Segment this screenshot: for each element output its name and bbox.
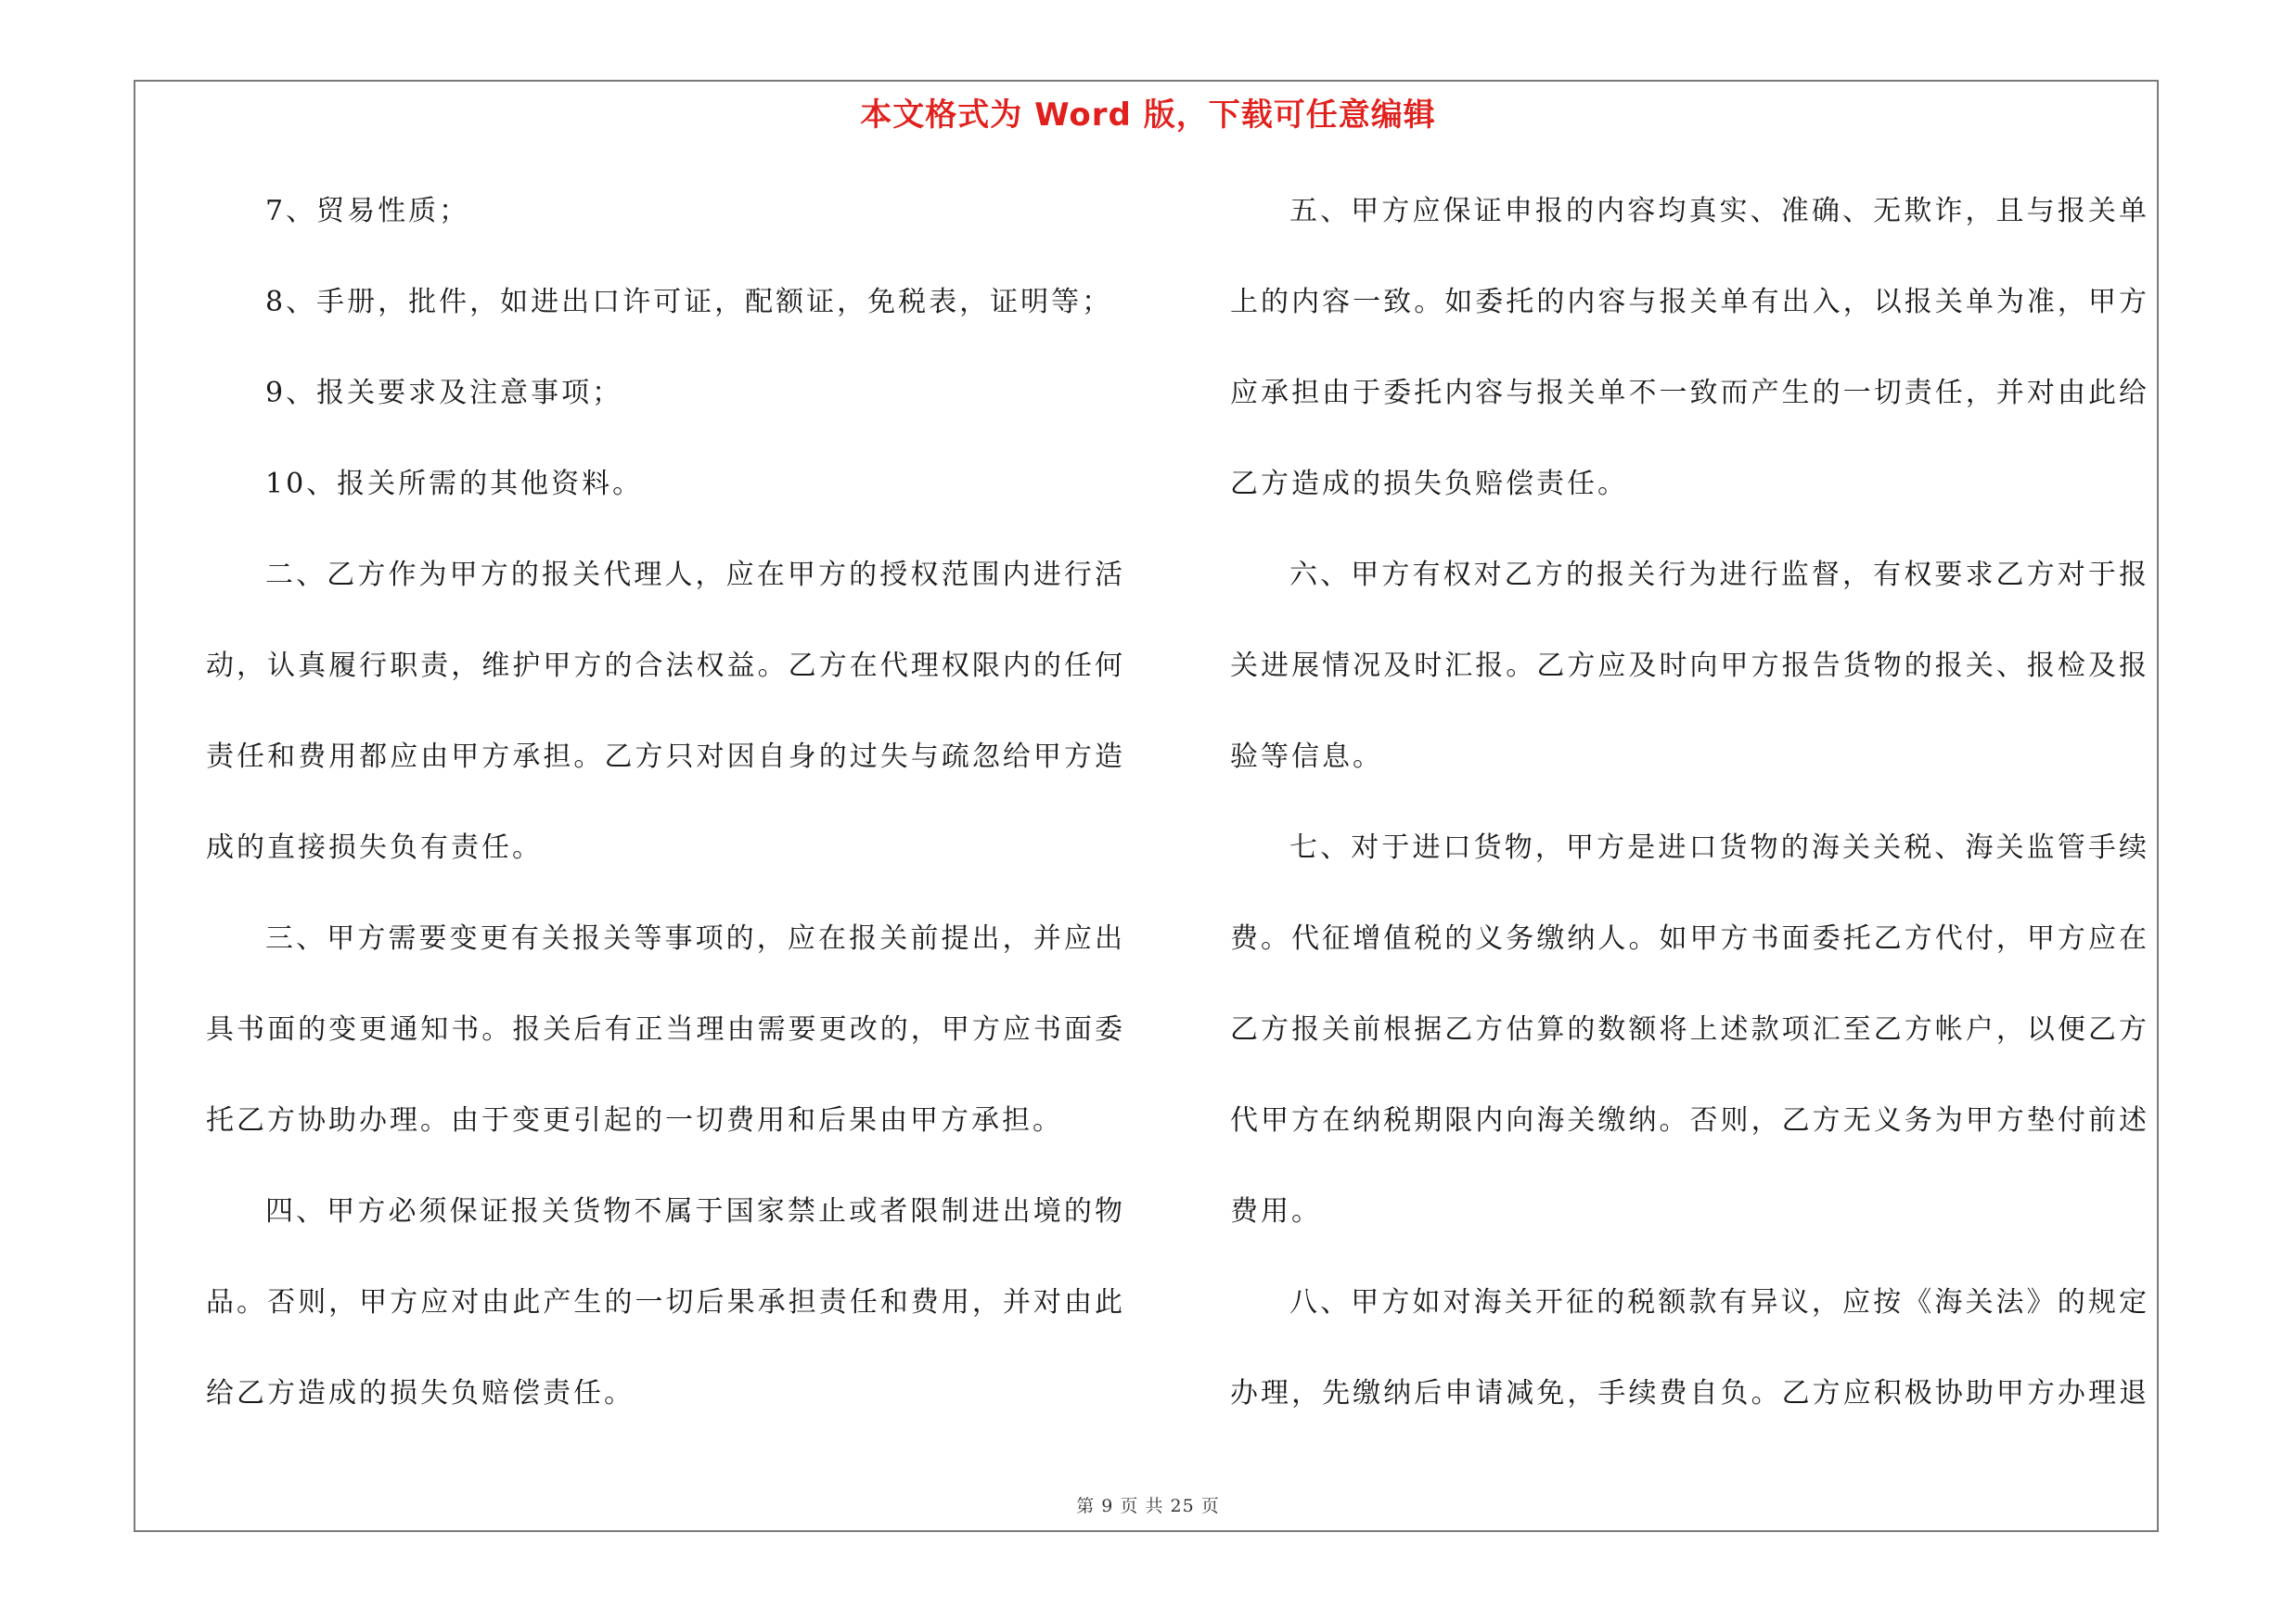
text-line: 办理，先缴纳后申请减免，手续费自负。乙方应积极协助甲方办理退: [1230, 1377, 2148, 1410]
text-line: 七、对于进口货物，甲方是进口货物的海关关税、海关监管手续: [1289, 831, 2148, 864]
text-line: 五、甲方应保证申报的内容均真实、准确、无欺诈，且与报关单: [1289, 195, 2148, 227]
text-line: 9、报关要求及注意事项；: [265, 377, 623, 409]
text-line: 10、报关所需的其他资料。: [265, 468, 644, 500]
text-line: 代甲方在纳税期限内向海关缴纳。否则，乙方无义务为甲方垫付前述: [1230, 1104, 2148, 1137]
text-line: 7、贸易性质；: [265, 195, 470, 227]
text-line: 费用。: [1230, 1195, 1322, 1228]
text-line: 具书面的变更通知书。报关后有正当理由需要更改的，甲方应书面委: [206, 1013, 1124, 1046]
text-line: 品。否则，甲方应对由此产生的一切后果承担责任和费用，并对由此: [206, 1286, 1124, 1319]
page-number-footer: 第 9 页 共 25 页: [1076, 1496, 1220, 1516]
text-line: 应承担由于委托内容与报关单不一致而产生的一切责任，并对由此给: [1230, 377, 2148, 409]
text-line: 八、甲方如对海关开征的税额款有异议，应按《海关法》的规定: [1289, 1286, 2148, 1319]
right-text-column: [1230, 182, 2148, 1455]
text-line: 四、甲方必须保证报关货物不属于国家禁止或者限制进出境的物: [265, 1195, 1124, 1228]
text-line: 责任和费用都应由甲方承担。乙方只对因自身的过失与疏忽给甲方造: [206, 741, 1124, 773]
text-line: 8、手册，批件，如进出口许可证，配额证，免税表，证明等；: [265, 286, 1113, 318]
left-text-column: [206, 182, 1124, 1455]
text-line: 费。代征增值税的义务缴纳人。如甲方书面委托乙方代付，甲方应在: [1230, 922, 2148, 955]
text-line: 乙方报关前根据乙方估算的数额将上述款项汇至乙方帐户，以便乙方: [1230, 1013, 2148, 1046]
text-line: 上的内容一致。如委托的内容与报关单有出入，以报关单为准，甲方: [1230, 286, 2148, 318]
text-line: 给乙方造成的损失负赔偿责任。: [206, 1377, 635, 1410]
text-line: 六、甲方有权对乙方的报关行为进行监督，有权要求乙方对于报: [1289, 559, 2148, 591]
text-line: 三、甲方需要变更有关报关等事项的，应在报关前提出，并应出: [265, 922, 1124, 955]
text-line: 成的直接损失负有责任。: [206, 831, 543, 864]
text-line: 动，认真履行职责，维护甲方的合法权益。乙方在代理权限内的任何: [206, 650, 1124, 682]
banner-title: 本文格式为 Word 版，下载可任意编辑: [860, 97, 1436, 134]
text-line: 乙方造成的损失负赔偿责任。: [1230, 468, 1628, 500]
text-line: 关进展情况及时汇报。乙方应及时向甲方报告货物的报关、报检及报: [1230, 650, 2148, 682]
text-line: 二、乙方作为甲方的报关代理人，应在甲方的授权范围内进行活: [265, 559, 1124, 591]
text-line: 托乙方协助办理。由于变更引起的一切费用和后果由甲方承担。: [206, 1104, 1063, 1137]
text-line: 验等信息。: [1230, 741, 1383, 773]
